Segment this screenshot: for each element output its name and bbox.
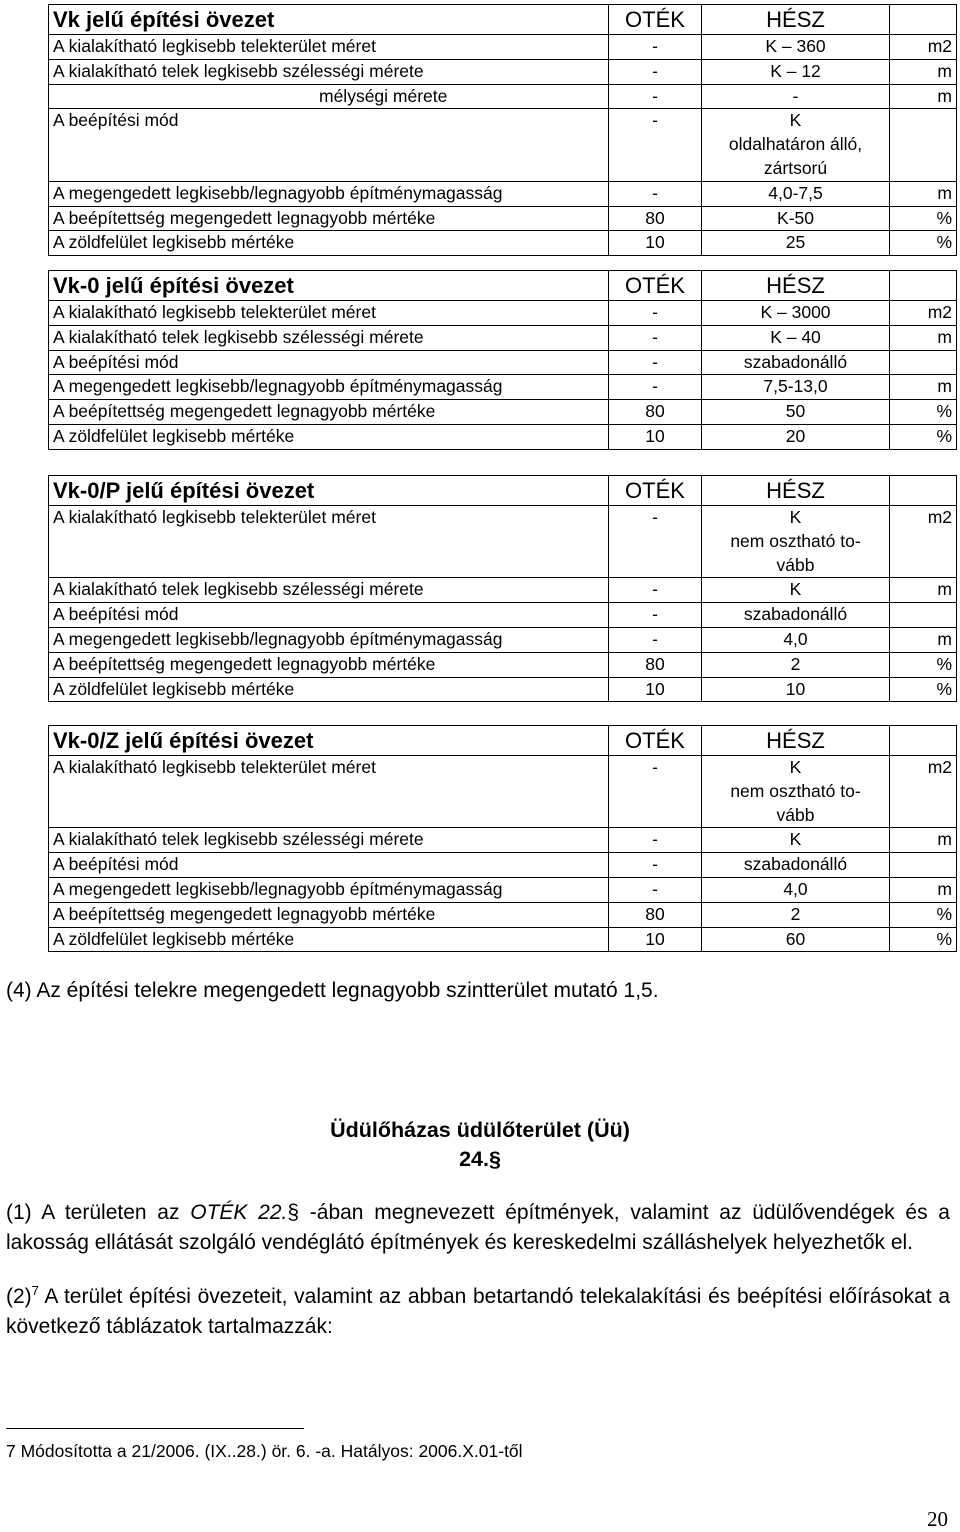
hesz-value: 4,0 [702,877,890,902]
hesz-value: 25 [702,231,890,256]
row-label: A kialakítható legkisebb telekterület méret [49,506,609,578]
hesz-value: K [702,828,890,853]
para1-otek-ref: OTÉK 22. [190,1201,288,1224]
row-label: A beépítettség megengedett legnagyobb mértéke [49,902,609,927]
otek-value: - [609,301,702,326]
zone-title: Vk jelű építési övezet [49,5,609,35]
column-otek-header: OTÉK [609,476,702,506]
row-label: A beépítési mód [49,109,609,181]
unit-header [890,476,957,506]
unit-value: m2 [890,301,957,326]
unit-value: % [890,927,957,952]
hesz-value [702,506,890,578]
hesz-value: szabadonálló [702,603,890,628]
otek-value: - [609,506,702,578]
hesz-value: 4,0 [702,627,890,652]
otek-value: - [609,828,702,853]
section-sign-icon: § [488,1147,501,1171]
row-label: A beépítési mód [49,603,609,628]
hesz-value: K-50 [702,206,890,231]
otek-value: - [609,877,702,902]
hesz-value: 2 [702,902,890,927]
unit-value: m [890,578,957,603]
column-otek-header: OTÉK [609,5,702,35]
hesz-value: szabadonálló [702,853,890,878]
row-label: A megengedett legkisebb/legnagyobb építménymagasság [49,627,609,652]
hesz-value-line: oldalhatáron álló, [728,134,863,155]
unit-value: m [890,877,957,902]
table-row [49,603,957,628]
table-row [49,301,957,326]
table-row [49,828,957,853]
hesz-value [702,756,890,828]
footnote [6,1440,523,1462]
table-row [49,206,957,231]
column-hesz-header: HÉSZ [702,5,890,35]
otek-value: - [609,578,702,603]
table-header-row [49,5,957,35]
otek-value: - [609,181,702,206]
otek-value: - [609,325,702,350]
zone-title: Vk-0/P jelű építési övezet [49,476,609,506]
hesz-value-line: K [789,757,802,777]
row-label: A zöldfelület legkisebb mértéke [49,927,609,952]
unit-header [890,726,957,756]
otek-value: - [609,84,702,109]
table-row [49,84,957,109]
unit-value: m [890,325,957,350]
section-number [0,1145,960,1175]
otek-value: - [609,350,702,375]
row-label: A kialakítható legkisebb telekterület méret [49,756,609,828]
column-hesz-header: HÉSZ [702,726,890,756]
unit-value: m [890,84,957,109]
unit-value: m2 [890,35,957,60]
table-row [49,853,957,878]
row-label: A megengedett legkisebb/legnagyobb építménymagasság [49,375,609,400]
hesz-value: K – 360 [702,35,890,60]
column-hesz-header: HÉSZ [702,476,890,506]
zone-table-vk-0-z [48,725,957,952]
hesz-value-line: nem osztható to- [730,530,861,551]
otek-value: 10 [609,231,702,256]
section-paragraph-2 [6,1282,950,1341]
para1-text-a: (1) A területen az [6,1201,191,1224]
hesz-value-line: vább [776,804,815,825]
row-label: A kialakítható telek legkisebb szélességi mérete [49,325,609,350]
footnote-text: 7 Módosította a 21/2006. (IX..28.) ör. 6. -a. Hatályos: 2006.X.01-től [6,1441,523,1461]
row-label: A zöldfelület legkisebb mértéke [49,677,609,702]
table-row [49,350,957,375]
table-row [49,652,957,677]
unit-value: % [890,424,957,449]
unit-value: % [890,400,957,425]
column-hesz-header: HÉSZ [702,271,890,301]
unit-value: m [890,181,957,206]
section-paragraph-1 [6,1198,950,1257]
table-row [49,424,957,449]
page-number: 20 [927,1507,948,1531]
row-label: A kialakítható telek legkisebb szélességi mérete [49,578,609,603]
table-row [49,325,957,350]
row-label: mélységi mérete [49,84,609,109]
table-row [49,400,957,425]
section-sign-icon: § [287,1201,300,1224]
para2-text: A terület építési övezeteit, valamint az abban betartandó telekalakítási és beépítési előírásokat a következő táblázatok tartalmazzák: [6,1285,950,1338]
row-label: A beépítési mód [49,350,609,375]
unit-value [890,853,957,878]
otek-value: - [609,35,702,60]
zone-table-vk-0-p [48,475,957,702]
paragraph-4: (4) Az építési telekre megengedett legnagyobb szintterület mutató 1,5. [6,979,659,1002]
otek-value: 80 [609,652,702,677]
row-label: A beépítési mód [49,853,609,878]
column-otek-header: OTÉK [609,271,702,301]
otek-value: 10 [609,677,702,702]
otek-value: 80 [609,400,702,425]
table-row [49,375,957,400]
table-header-row [49,726,957,756]
row-label: A kialakítható telek legkisebb szélességi mérete [49,828,609,853]
row-label: A zöldfelület legkisebb mértéke [49,231,609,256]
hesz-value-line: K [789,110,802,131]
unit-value: m [890,375,957,400]
table-row [49,877,957,902]
unit-value: % [890,677,957,702]
row-label: A megengedett legkisebb/legnagyobb építménymagasság [49,877,609,902]
unit-value [890,109,957,181]
row-label: A beépítettség megengedett legnagyobb mértéke [49,206,609,231]
unit-value: % [890,902,957,927]
hesz-value: K – 12 [702,59,890,84]
table-row [49,578,957,603]
unit-header [890,5,957,35]
table-header-row [49,476,957,506]
hesz-value: 50 [702,400,890,425]
hesz-value-line: nem osztható to- [730,780,861,801]
column-otek-header: OTÉK [609,726,702,756]
unit-value: m2 [890,756,957,828]
otek-value: 80 [609,206,702,231]
otek-value: - [609,853,702,878]
zone-table-vk-0 [48,270,957,450]
table-row [49,231,957,256]
unit-value: m [890,627,957,652]
otek-value: - [609,627,702,652]
zone-table-vk [48,4,957,256]
unit-value: % [890,231,957,256]
row-label: A kialakítható telek legkisebb szélességi mérete [49,59,609,84]
unit-value: % [890,206,957,231]
footnote-ref[interactable]: 7 [31,1283,39,1298]
table-row [49,59,957,84]
otek-value: 10 [609,424,702,449]
table-row [49,506,957,578]
hesz-value-line: zártsorú [763,157,828,178]
otek-value: - [609,756,702,828]
unit-value: m [890,828,957,853]
table-row [49,902,957,927]
unit-value: % [890,652,957,677]
otek-value: 80 [609,902,702,927]
hesz-value [702,109,890,181]
row-label: A megengedett legkisebb/legnagyobb építménymagasság [49,181,609,206]
section-number-text: 24. [459,1147,489,1171]
table-row [49,35,957,60]
otek-value: - [609,59,702,84]
hesz-value-line: K [789,507,802,527]
para1-text-b: -ában megnevezett építmények, valamint az üdülővendégek és a lakosság ellátását szolgáló vendéglátó építmények és kereskedelmi szálláshelyek helyezhetők el. [6,1201,950,1254]
hesz-value: 2 [702,652,890,677]
hesz-value: 10 [702,677,890,702]
table-row [49,627,957,652]
row-label: A zöldfelület legkisebb mértéke [49,424,609,449]
otek-value: 10 [609,927,702,952]
unit-value [890,603,957,628]
hesz-value: 4,0-7,5 [702,181,890,206]
unit-value: m2 [890,506,957,578]
hesz-value: K – 40 [702,325,890,350]
zone-title: Vk-0 jelű építési övezet [49,271,609,301]
section-title: Üdülőházas üdülőterület (Üü) [330,1118,630,1142]
hesz-value: 7,5-13,0 [702,375,890,400]
row-label: A beépítettség megengedett legnagyobb mértéke [49,400,609,425]
otek-value: - [609,375,702,400]
zone-title: Vk-0/Z jelű építési övezet [49,726,609,756]
hesz-value: - [702,84,890,109]
row-label: A kialakítható legkisebb telekterület méret [49,35,609,60]
table-header-row [49,271,957,301]
hesz-value: K [702,578,890,603]
row-label: A kialakítható legkisebb telekterület méret [49,301,609,326]
unit-value [890,350,957,375]
hesz-value: 20 [702,424,890,449]
table-row [49,756,957,828]
table-row [49,109,957,181]
otek-value: - [609,603,702,628]
footnote-divider [6,1428,304,1429]
unit-value: m [890,59,957,84]
hesz-value: szabadonálló [702,350,890,375]
hesz-value: K – 3000 [702,301,890,326]
row-label: A beépítettség megengedett legnagyobb mértéke [49,652,609,677]
otek-value: - [609,109,702,181]
unit-header [890,271,957,301]
table-row [49,181,957,206]
hesz-value-line: vább [776,554,815,575]
hesz-value: 60 [702,927,890,952]
table-row [49,677,957,702]
table-row [49,927,957,952]
para2-number: (2) [6,1285,32,1308]
